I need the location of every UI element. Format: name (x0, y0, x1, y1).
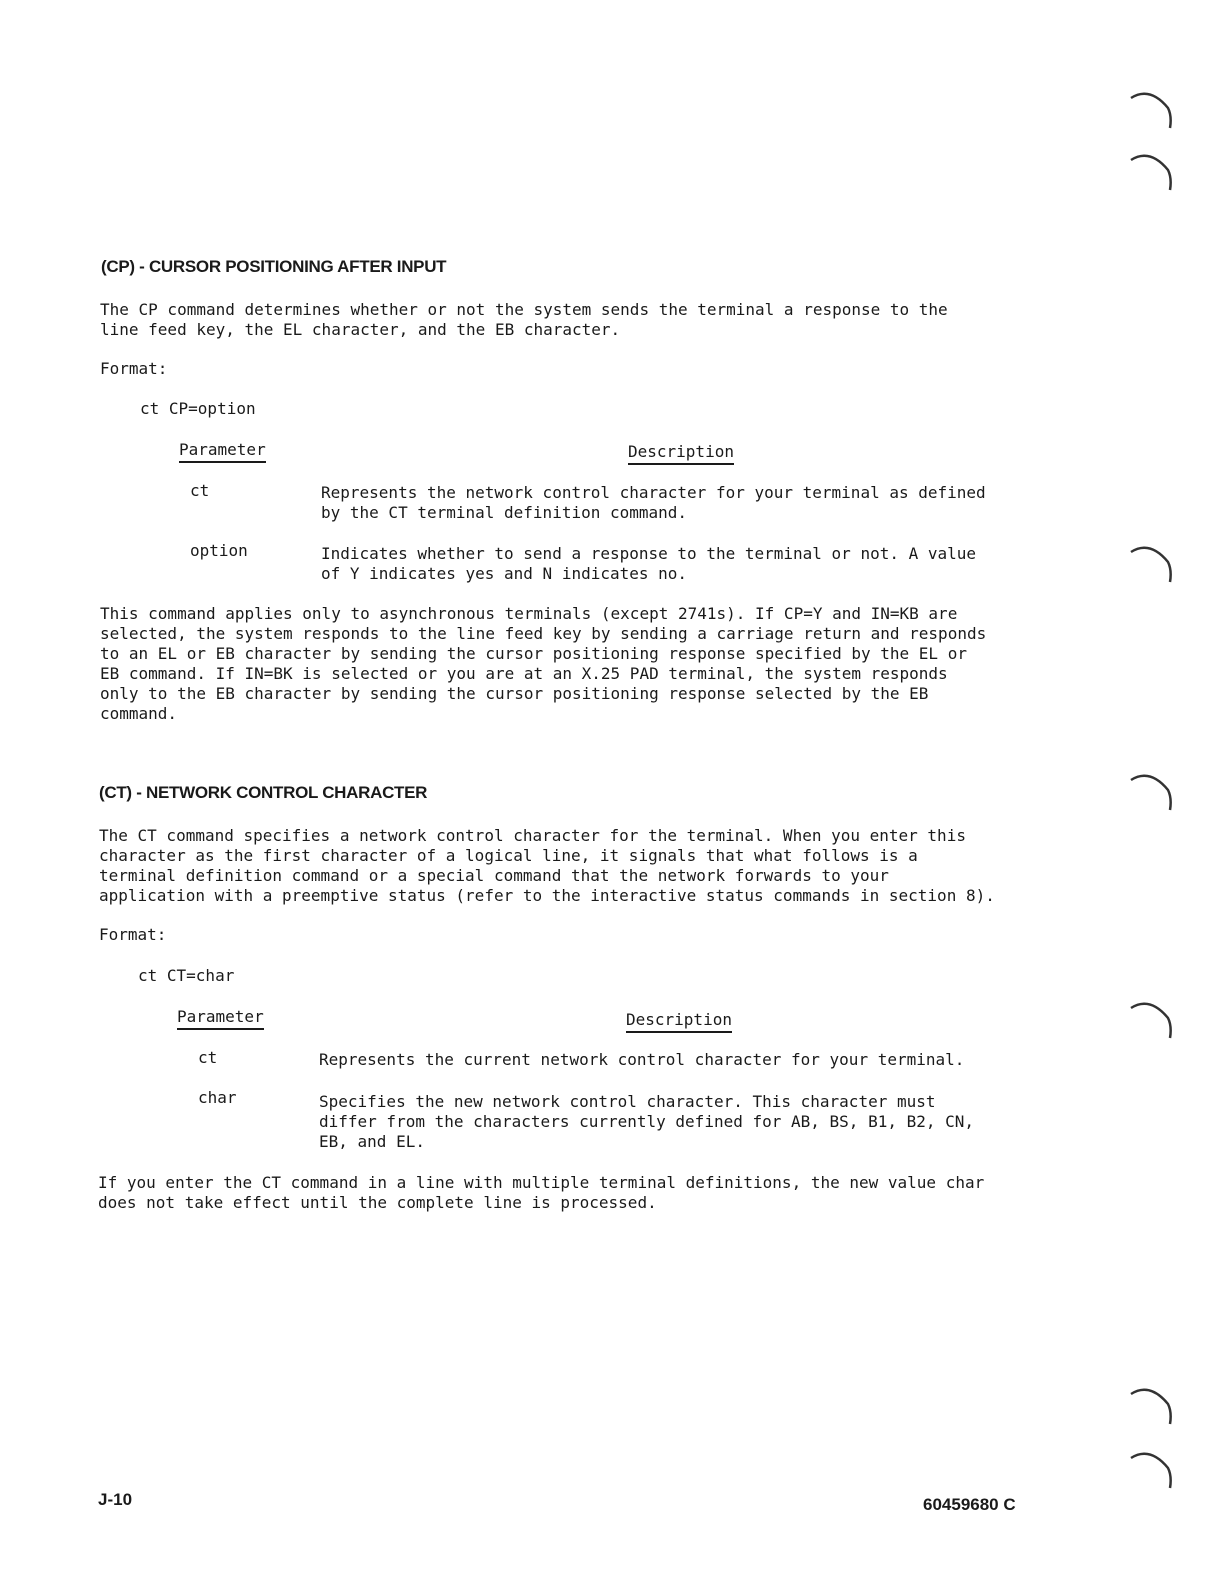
section-title-ct: (CT) - NETWORK CONTROL CHARACTER (99, 783, 428, 802)
cp-format-syntax: ct CP=option (140, 399, 256, 418)
header-text: Parameter (179, 440, 266, 463)
ct-format-syntax: ct CT=char (138, 966, 235, 985)
cp-param-name-option: option (190, 541, 248, 560)
cp-param-desc-ct (321, 483, 986, 523)
text-line: EB command. If IN=BK is selected or you are at an X.25 PAD terminal, the system responds (100, 664, 948, 683)
text-line: of Y indicates yes and N indicates no. (321, 564, 688, 583)
text-line: application with a preemptive status (refer to the interactive status commands in section 8). (99, 886, 995, 905)
punch-hole-mark (1128, 148, 1172, 194)
text-line: does not take effect until the complete line is processed. (98, 1193, 657, 1212)
punch-hole-mark (1128, 996, 1172, 1042)
ct-intro-paragraph (99, 826, 995, 906)
text-line: The CP command determines whether or not the system sends the terminal a response to the (100, 300, 948, 319)
ct-param-desc-char (319, 1092, 974, 1152)
ct-param-desc-ct (319, 1050, 964, 1070)
header-text: Description (626, 1010, 732, 1033)
text-line: terminal definition command or a special command that the network forwards to your (99, 866, 889, 885)
punch-hole-mark (1128, 768, 1172, 814)
text-line: command. (100, 704, 178, 723)
document-number: 60459680 C (923, 1495, 1016, 1514)
text-line: This command applies only to asynchronous terminals (except 2741s). If CP=Y and IN=KB are (100, 604, 958, 623)
text-line: by the CT terminal definition command. (321, 503, 688, 522)
punch-hole-mark (1128, 1446, 1172, 1492)
text-line: If you enter the CT command in a line with multiple terminal definitions, the new value char (98, 1173, 985, 1192)
header-text: Parameter (177, 1007, 264, 1030)
cp-format-label: Format: (100, 359, 168, 378)
text-line: The CT command specifies a network control character for the terminal. When you enter this (99, 826, 966, 845)
text-line: Specifies the new network control character. This character must (319, 1092, 936, 1111)
cp-parameter-header (179, 440, 266, 460)
ct-description-header (626, 1010, 732, 1030)
section-title-cp: (CP) - CURSOR POSITIONING AFTER INPUT (101, 257, 447, 276)
cp-intro-paragraph (100, 300, 948, 340)
ct-notes-paragraph (98, 1173, 984, 1213)
text-line: line feed key, the EL character, and the EB character. (100, 320, 621, 339)
text-line: character as the first character of a logical line, it signals that what follows is a (99, 846, 918, 865)
text-line: differ from the characters currently defined for AB, BS, B1, B2, CN, (319, 1112, 975, 1131)
punch-hole-mark (1128, 1382, 1172, 1428)
text-line: Indicates whether to send a response to the terminal or not. A value (321, 544, 977, 563)
page-number: J-10 (98, 1490, 133, 1509)
text-line: Represents the current network control character for your terminal. (319, 1050, 965, 1069)
cp-notes-paragraph (100, 604, 986, 724)
text-line: selected, the system responds to the line feed key by sending a carriage return and responds (100, 624, 987, 643)
punch-hole-mark (1128, 540, 1172, 586)
header-text: Description (628, 442, 734, 465)
text-line: only to the EB character by sending the cursor positioning response selected by the EB (100, 684, 929, 703)
text-line: Represents the network control character for your terminal as defined (321, 483, 986, 502)
ct-format-label: Format: (99, 925, 167, 944)
ct-param-name-ct: ct (198, 1048, 218, 1067)
cp-param-name-ct: ct (190, 481, 210, 500)
punch-hole-mark (1128, 86, 1172, 132)
ct-parameter-header (177, 1007, 264, 1027)
cp-description-header (628, 442, 734, 462)
cp-param-desc-option (321, 544, 976, 584)
text-line: to an EL or EB character by sending the cursor positioning response specified by the EL or (100, 644, 967, 663)
text-line: EB, and EL. (319, 1132, 425, 1151)
ct-param-name-char: char (198, 1088, 237, 1107)
